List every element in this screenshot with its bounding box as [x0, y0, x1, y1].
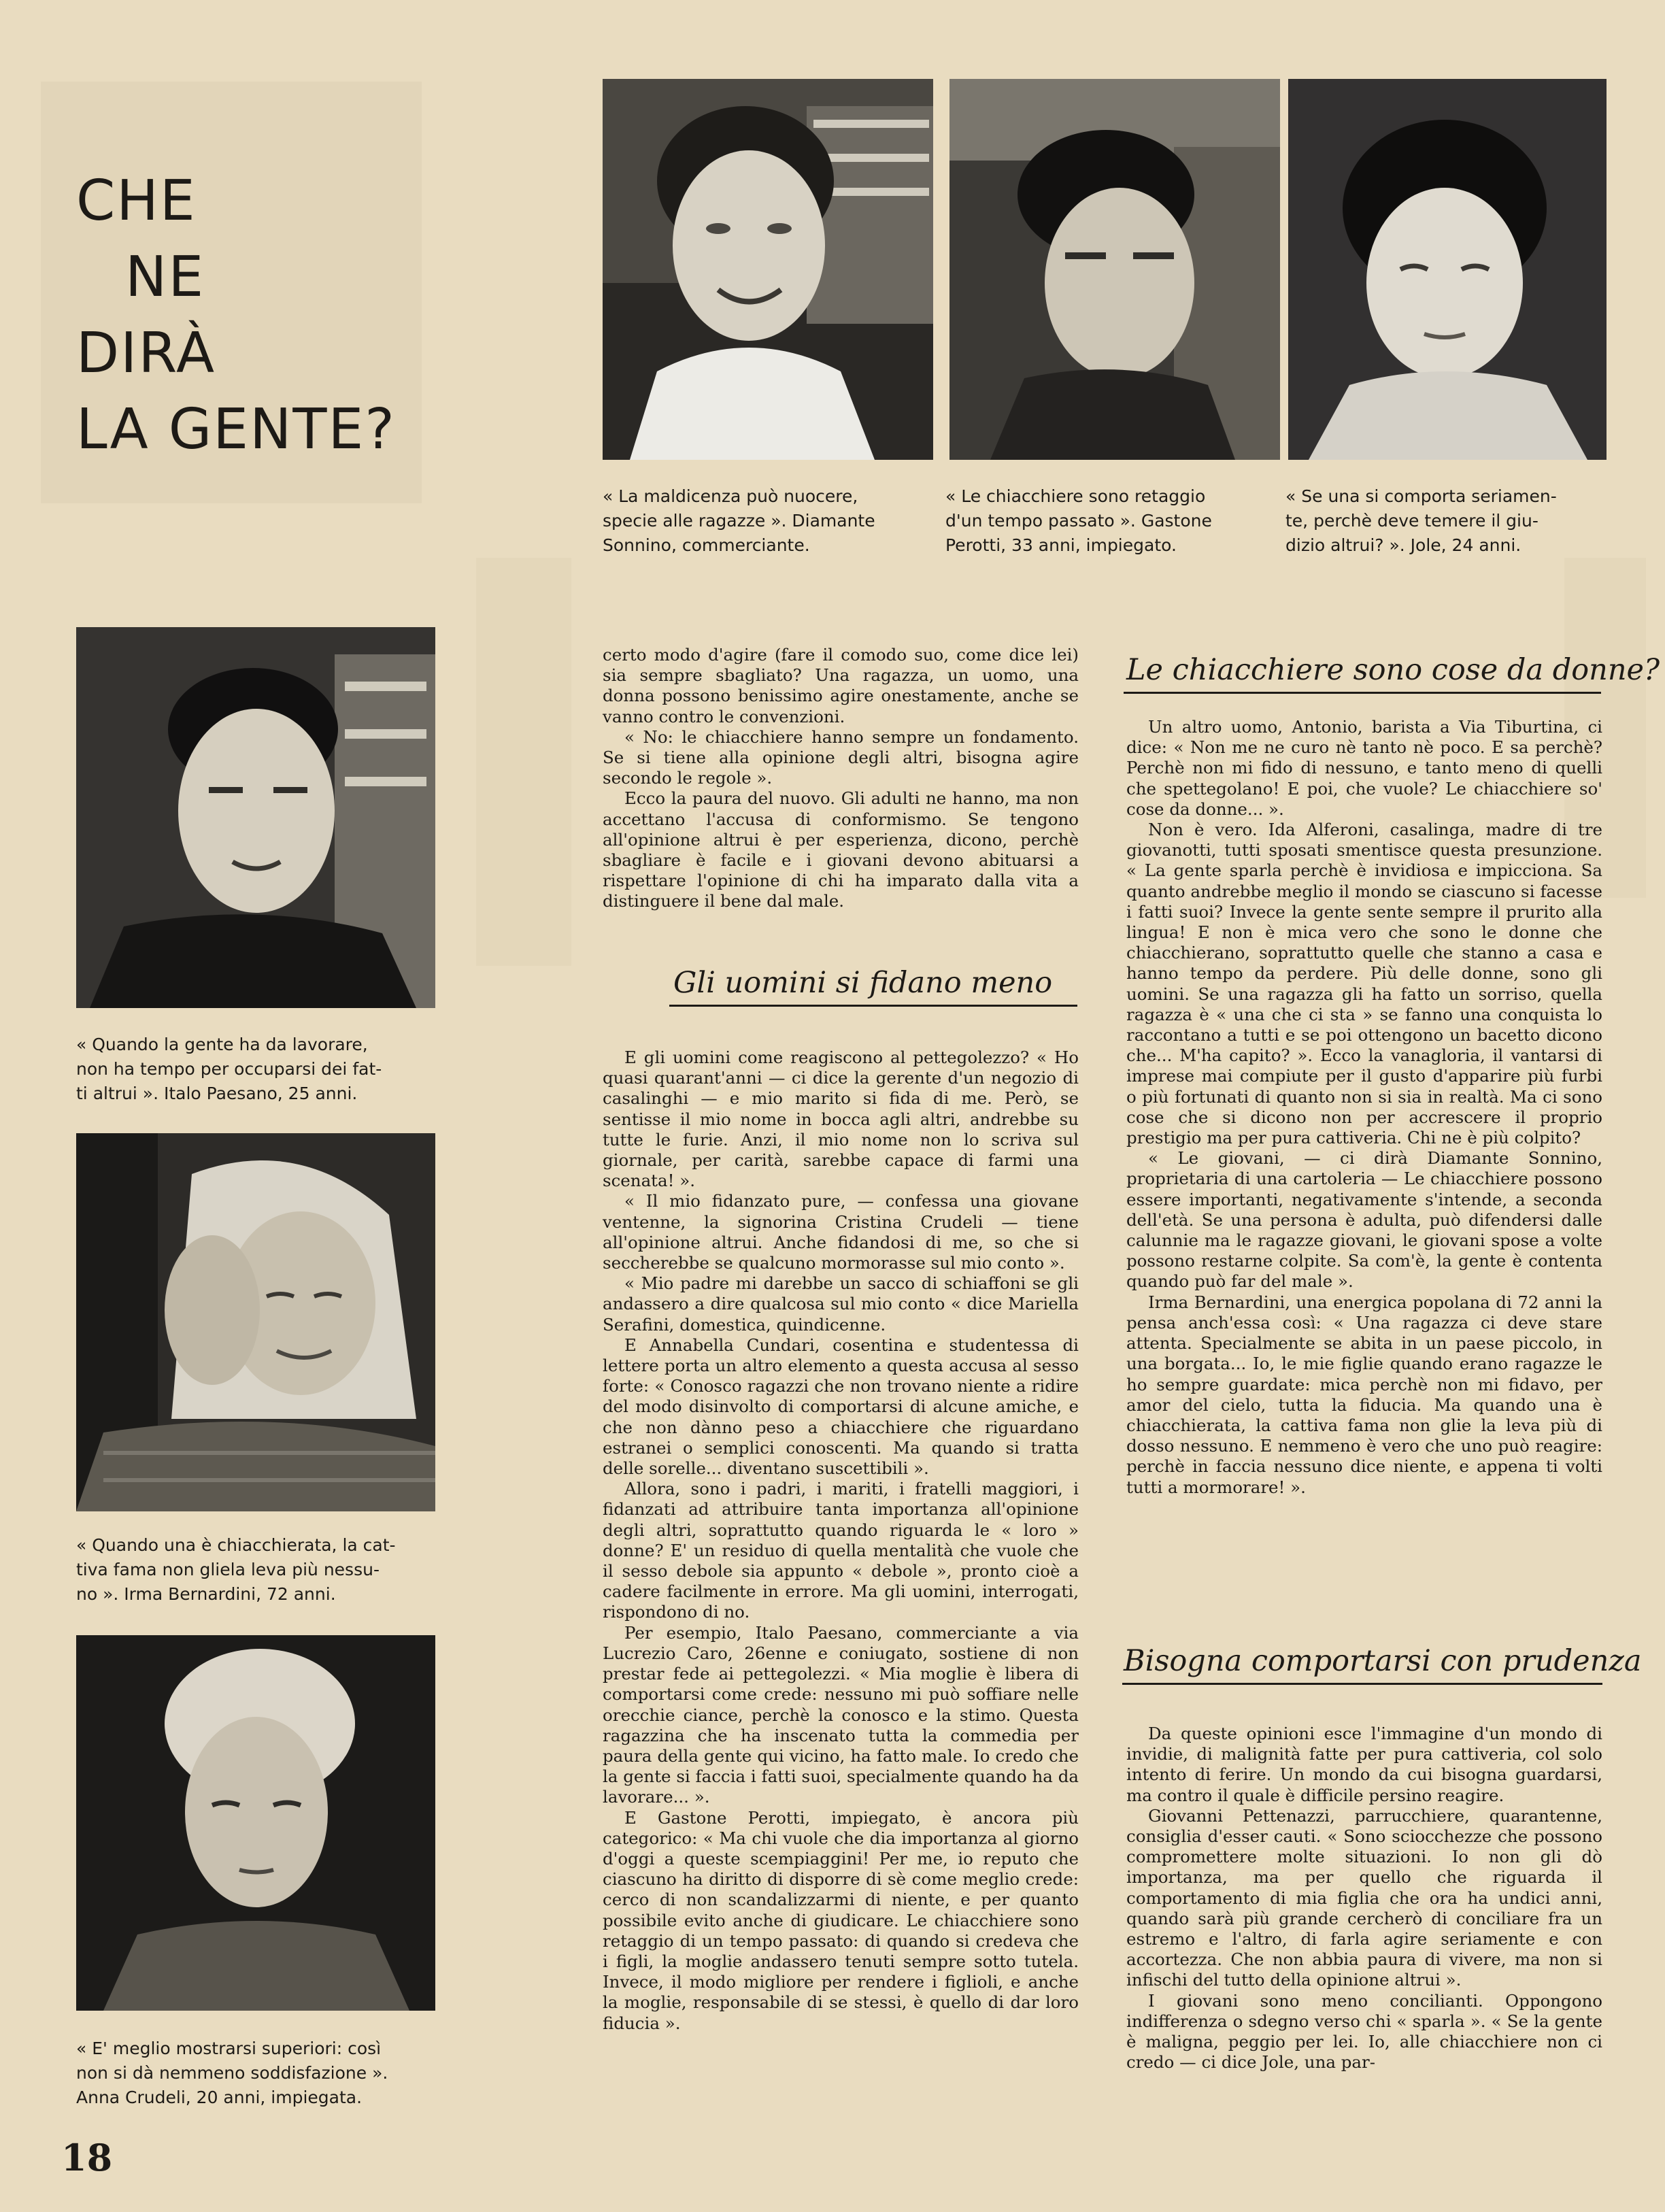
- paragraph: Un altro uomo, Antonio, barista a Via Tiburtina, ci dice: « Non me ne curo nè tanto nè poco. E sa perchè? Perchè non mi fido di nessuno, e tanto meno di quelli che spettegolano! E poi, che vuole? Le chiacchiere so' cose da donne... ».: [1126, 717, 1602, 819]
- paragraph: « Mio padre mi darebbe un sacco di schiaffoni se gli andassero a dire qualcosa sul mio conto « dice Mariella Serafini, domestica, quindicenne.: [603, 1273, 1079, 1335]
- photo-irma-bernardini: [76, 1133, 435, 1511]
- column-middle-top: [603, 645, 1079, 912]
- caption-line: te, perchè deve temere il giu-: [1285, 511, 1538, 531]
- caption-line: Perotti, 33 anni, impiegato.: [945, 535, 1177, 555]
- ghost-shape: [476, 558, 571, 966]
- paragraph: certo modo d'agire (fare il comodo suo, come dice lei) sia sempre sbagliato? Una ragazza, un uomo, una donna possono benissimo agire onestamente, anche se vanno contro le convenzioni.: [603, 645, 1079, 726]
- photo-gastone-perotti: [949, 79, 1280, 460]
- caption-line: non ha tempo per occuparsi dei fat-: [76, 1059, 382, 1079]
- paragraph: I giovani sono meno concilianti. Oppongono indifferenza o sdegno verso chi « sparla ». « Se la gente è maligna, peggio per lei. Io, alle chiacchiere non ci credo — ci dice Jole, una par-: [1126, 1990, 1602, 2073]
- caption-line: « Se una si comporta seriamen-: [1285, 486, 1557, 506]
- column-right-bottom: [1126, 1724, 1602, 2073]
- subhead-donne: Le chiacchiere sono cose da donne?: [1126, 653, 1660, 687]
- column-middle-bottom: [603, 1048, 1079, 2034]
- paragraph: Giovanni Pettenazzi, parrucchiere, quarantenne, consiglia d'esser cauti. « Sono sciocchezze che possono compromettere molte situazioni. Io non gli dò importanza, ma per quello che riguarda il comportamento di mia figlia che ora ha undici anni, quando sarà più grande cercherò di conciliare fra un estremo e l'altro, di farla agire seriamente e con accortezza. Che non abbia paura di vivere, ma non si infischi del tutto della opinione altrui ».: [1126, 1805, 1602, 1990]
- photo-diamante-sonnino: [603, 79, 933, 460]
- paragraph: Per esempio, Italo Paesano, commerciante a via Lucrezio Caro, 26enne e coniugato, sostiene di non prestar fede ai pettegolezzi. « Mia moglie è libera di comportarsi come crede: nessuno mi può soffiare nelle orecchie ciance, perchè la conosco e la stimo. Questa ragazzina che ha inscenato tutta la commedia per paura della gente qui vicino, ha fatto male. Io credo che la gente si faccia i fatti suoi, specialmente quando ha da lavorare... ».: [603, 1622, 1079, 1807]
- caption-perotti: [945, 484, 1276, 558]
- paragraph: « Il mio fidanzato pure, — confessa una giovane ventenne, la signorina Cristina Crudeli — tiene all'opinione altrui. Anche fidandosi di me, so che si seccherebbe se qualcuno mormorasse sul mio conto ».: [603, 1191, 1079, 1273]
- subhead-rule: [1124, 692, 1601, 694]
- caption-line: « Quando una è chiacchierata, la cat-: [76, 1535, 396, 1555]
- subhead-uomini: Gli uomini si fidano meno: [673, 966, 1053, 1000]
- column-right-top: [1126, 717, 1602, 1498]
- page-number: 18: [61, 2136, 113, 2179]
- paragraph: E Annabella Cundari, cosentina e studentessa di lettere porta un altro elemento a questa accusa al sesso forte: « Conosco ragazzi che non trovano niente a ridire del modo disinvolto di comportarsi di alcune amiche, e che non dànno peso a chiacchiere che riguardano estranei o semplici conoscenti. Ma quando si tratta delle sorelle... diventano suscettibili ».: [603, 1335, 1079, 1479]
- caption-line: d'un tempo passato ». Gastone: [945, 511, 1212, 531]
- paragraph: Da queste opinioni esce l'immagine d'un mondo di invidie, di malignità fatte per pura cattiveria, col solo intento di ferire. Un mondo da cui bisogna guardarsi, ma contro il quale è difficile persino reagire.: [1126, 1724, 1602, 1805]
- photo-anna-crudeli: [76, 1635, 435, 2011]
- title-line: LA GENTE?: [76, 397, 396, 462]
- caption-line: Anna Crudeli, 20 anni, impiegata.: [76, 2088, 363, 2107]
- caption-bernardini: [76, 1533, 435, 1607]
- paragraph: « No: le chiacchiere hanno sempre un fondamento. Se si tiene alla opinione degli altri, bisogna agire secondo le regole ».: [603, 726, 1079, 788]
- paragraph: E Gastone Perotti, impiegato, è ancora più categorico: « Ma chi vuole che dia importanza al giorno d'oggi a queste scempiaggini! Per me, io reputo che ciascuno ha diritto di disporre di sè come meglio crede: cerco di non scandalizzarmi di niente, e per quanto possibile evito anche di giudicare. Le chiacchiere sono retaggio di un tempo passato: di quando si credeva che i figli, la moglie andassero tenuti sempre sotto tutela. Invece, il modo migliore per rendere i figlioli, e anche la moglie, responsabile di se stessi, è quello di dar loro fiducia ».: [603, 1807, 1079, 2033]
- caption-line: ti altrui ». Italo Paesano, 25 anni.: [76, 1084, 358, 1103]
- title-line: DIRÀ: [76, 321, 216, 386]
- paragraph: Irma Bernardini, una energica popolana di 72 anni la pensa anch'essa così: « Una ragazza ci deve stare attenta. Specialmente se abita in un paese piccolo, in una borgata... Io, le mie figlie quando erano ragazze le ho sempre guardate: mica perchè non mi fidavo, per amor del cielo, tutta la fiducia. Ma quando una è chiacchierata, la cattiva fama non glie la leva più di dosso nessuno. E nemmeno è vero che uno può reagire: perchè in faccia nessuno dice niente, e appena ti volti tutti a mormorare! ».: [1126, 1292, 1602, 1497]
- subhead-rule: [1122, 1683, 1602, 1685]
- title-line: NE: [125, 245, 205, 309]
- caption-paesano: [76, 1033, 435, 1106]
- caption-line: dizio altrui? ». Jole, 24 anni.: [1285, 535, 1521, 555]
- caption-line: no ». Irma Bernardini, 72 anni.: [76, 1584, 336, 1604]
- article-title: [76, 163, 396, 468]
- caption-crudeli: [76, 2037, 435, 2110]
- caption-line: « Quando la gente ha da lavorare,: [76, 1035, 368, 1054]
- photo-italo-paesano: [76, 627, 435, 1008]
- subhead-rule: [669, 1005, 1077, 1007]
- photo-jole: [1288, 79, 1607, 460]
- paragraph: Allora, sono i padri, i mariti, i fratelli maggiori, i fidanzati ad attribuire tanta importanza all'opinione degli altri, soprattutto quando riguarda le « loro » donne? E' un residuo di quella mentalità che vuole che il sesso debole sia appunto « debole », pronto cioè a cadere facilmente in errore. Ma gli uomini, interrogati, rispondono di no.: [603, 1479, 1079, 1622]
- caption-line: « Le chiacchiere sono retaggio: [945, 486, 1206, 506]
- paragraph: Non è vero. Ida Alferoni, casalinga, madre di tre giovanotti, tutti sposati smentisce questa presunzione. « La gente sparla perchè è invidiosa e impicciona. Sa quanto andrebbe meglio il mondo se ciascuno si facesse i fatti suoi? Invece la gente sente sempre il prurito alla lingua! E non è mica vero che sono le donne che chiacchierano, soprattutto quelle che stanno a casa e hanno tempo da perdere. Più delle donne, sono gli uomini. Se una ragazza gli ha fatto un sorriso, quella ragazza è « una che ci sta » se fanno una conquista lo raccontano a tutti e se poi ottengono un bacetto dicono che... M'ha capito? ». Ecco la vanagloria, il vantarsi di imprese mai compiute per il gusto d'apparire più furbi o più fortunati di quanto non si sia in realtà. Ma ci sono cose che si dicono non per accrescere il proprio prestigio ma per pura cattiveria. Chi ne è più colpito?: [1126, 820, 1602, 1148]
- caption-line: « La maldicenza può nuocere,: [603, 486, 858, 506]
- caption-line: non si dà nemmeno soddisfazione ».: [76, 2063, 388, 2083]
- caption-sonnino: [603, 484, 933, 558]
- paragraph: Ecco la paura del nuovo. Gli adulti ne hanno, ma non accettano l'accusa di conformismo. Se tengono all'opinione altrui è per esperienza, dicono, perchè sbagliare è facile e i giovani devono abituarsi a rispettare l'opinione di chi ha imparato dalla vita a distinguere il bene dal male.: [603, 788, 1079, 911]
- paragraph: E gli uomini come reagiscono al pettegolezzo? « Ho quasi quarant'anni — ci dice la gerente d'un negozio di casalinghi — e mio marito si fida di me. Però, se sentisse il mio nome in bocca agli altri, andrebbe su tutte le furie. Anzi, il mio nome non lo scriva sul giornale, per carità, sarebbe capace di farmi una scenata! ».: [603, 1048, 1079, 1191]
- title-line: CHE: [76, 169, 197, 233]
- caption-line: « E' meglio mostrarsi superiori: così: [76, 2039, 382, 2058]
- paragraph: « Le giovani, — ci dirà Diamante Sonnino, proprietaria di una cartoleria — Le chiacchiere possono essere importanti, negativamente s'intende, a seconda dell'età. Se una persona è adulta, può difendersi dalle calunnie ma le ragazze giovani, le giovani spose a volte possono restarne colpite. Sa com'è, la gente è contenta quando può far del male ».: [1126, 1148, 1602, 1292]
- caption-line: Sonnino, commerciante.: [603, 535, 810, 555]
- caption-line: specie alle ragazze ». Diamante: [603, 511, 875, 531]
- caption-jole: [1285, 484, 1605, 558]
- caption-line: tiva fama non gliela leva più nessu-: [76, 1560, 380, 1579]
- subhead-prudenza: Bisogna comportarsi con prudenza: [1124, 1644, 1642, 1678]
